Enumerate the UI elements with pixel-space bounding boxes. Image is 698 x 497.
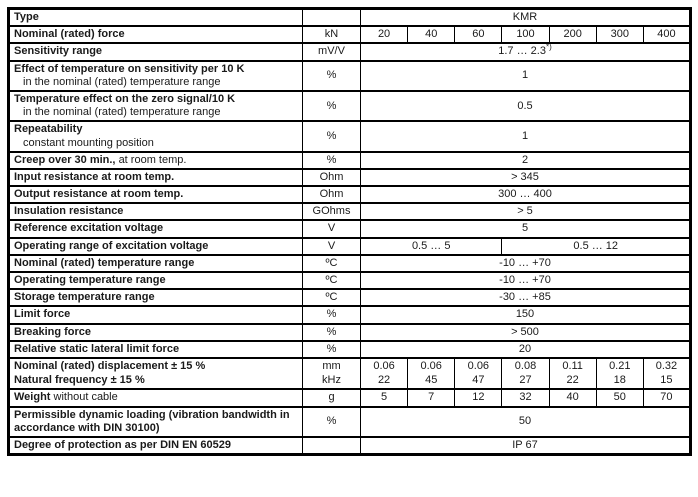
row-breaking-force [9, 324, 691, 341]
weight-value: 32 [502, 389, 549, 406]
lateral-limit-force-label: Relative static lateral limit force [9, 341, 303, 358]
dynamic-loading-value: 50 [361, 407, 691, 437]
displacement-frequency-unit [303, 358, 361, 390]
storage-temp-range-label: Storage temperature range [9, 289, 303, 306]
displacement-frequency-cell [361, 358, 408, 390]
input-resistance-label: Input resistance at room temp. [9, 169, 303, 186]
lateral-limit-force-value: 20 [361, 341, 691, 358]
insulation-resistance-value: > 5 [361, 203, 691, 220]
sensitivity-range-label: Sensitivity range [9, 43, 303, 60]
nominal-temp-range-value: -10 … +70 [361, 255, 691, 272]
repeatability-unit: % [303, 121, 361, 151]
row-excitation-range [9, 238, 691, 255]
creep-label [9, 152, 303, 169]
row-storage-temp-range [9, 289, 691, 306]
row-operating-temp-range [9, 272, 691, 289]
displacement-frequency-cell [455, 358, 502, 390]
type-unit-cell [303, 9, 361, 27]
displacement-frequency-cell [549, 358, 596, 390]
output-resistance-value: 300 … 400 [361, 186, 691, 203]
temp-effect-zero-unit: % [303, 91, 361, 121]
family-name: KMR [361, 9, 691, 27]
weight-value: 12 [455, 389, 502, 406]
row-displacement-frequency [9, 358, 691, 390]
weight-unit: g [303, 389, 361, 406]
sensitivity-range-value [361, 43, 691, 60]
protection-degree-label: Degree of protection as per DIN EN 60529 [9, 437, 303, 455]
label-bold: Creep over 30 min., [14, 153, 116, 166]
temp-effect-zero-label [9, 91, 303, 121]
nominal-force-label: Nominal (rated) force [9, 26, 303, 43]
row-creep [9, 152, 691, 169]
row-dynamic-loading [9, 407, 691, 437]
label-regular: at room temp. [118, 153, 187, 166]
reference-excitation-label: Reference excitation voltage [9, 220, 303, 237]
excitation-range-high-value: 0.5 … 12 [502, 238, 691, 255]
nominal-temp-range-label: Nominal (rated) temperature range [9, 255, 303, 272]
force-column-header: 40 [408, 26, 455, 43]
label-line1: Temperature effect on the zero signal/10 K [14, 92, 236, 105]
limit-force-value: 150 [361, 306, 691, 323]
storage-temp-range-value: -30 … +85 [361, 289, 691, 306]
row-insulation-resistance [9, 203, 691, 220]
weight-value: 70 [643, 389, 690, 406]
frequency-value: 15 [660, 373, 673, 386]
displacement-frequency-cell [596, 358, 643, 390]
displacement-frequency-cell [643, 358, 690, 390]
insulation-resistance-label: Insulation resistance [9, 203, 303, 220]
breaking-force-label: Breaking force [9, 324, 303, 341]
repeatability-label [9, 121, 303, 151]
row-type [9, 9, 691, 27]
weight-value: 40 [549, 389, 596, 406]
frequency-value: 47 [472, 373, 485, 386]
weight-value: 7 [408, 389, 455, 406]
frequency-unit: kHz [322, 373, 341, 386]
sensitivity-range-value-text: 1.7 … 2.3 [498, 45, 546, 58]
label-bold: Weight [14, 391, 51, 404]
row-input-resistance [9, 169, 691, 186]
displacement-label: Nominal (rated) displacement ± 15 % [14, 359, 206, 372]
creep-unit: % [303, 152, 361, 169]
row-sensitivity-range [9, 43, 691, 60]
input-resistance-unit: Ohm [303, 169, 361, 186]
force-column-header: 300 [596, 26, 643, 43]
output-resistance-label: Output resistance at room temp. [9, 186, 303, 203]
frequency-value: 22 [377, 373, 391, 386]
displacement-frequency-label [9, 358, 303, 390]
protection-degree-unit [303, 437, 361, 455]
force-column-header: 60 [455, 26, 502, 43]
displacement-unit: mm [322, 359, 341, 372]
breaking-force-unit: % [303, 324, 361, 341]
displacement-value: 0.08 [514, 359, 537, 372]
nominal-force-unit: kN [303, 26, 361, 43]
output-resistance-unit: Ohm [303, 186, 361, 203]
displacement-value: 0.06 [467, 359, 490, 372]
row-temp-effect-zero [9, 91, 691, 121]
protection-degree-value: IP 67 [361, 437, 691, 455]
temp-effect-zero-value: 0.5 [361, 91, 691, 121]
sensitivity-range-unit: mV/V [303, 43, 361, 60]
frequency-value: 45 [425, 373, 438, 386]
reference-excitation-unit: V [303, 220, 361, 237]
row-nominal-temp-range [9, 255, 691, 272]
row-weight [9, 389, 691, 406]
creep-value: 2 [361, 152, 691, 169]
displacement-value: 0.21 [609, 359, 631, 372]
spec-table [7, 7, 692, 456]
operating-temp-range-value: -10 … +70 [361, 272, 691, 289]
excitation-range-unit: V [303, 238, 361, 255]
limit-force-label: Limit force [9, 306, 303, 323]
repeatability-value: 1 [361, 121, 691, 151]
label-line1: Effect of temperature on sensitivity per 10 K [14, 62, 245, 75]
row-repeatability [9, 121, 691, 151]
row-temp-effect-sensitivity [9, 61, 691, 91]
operating-temp-range-unit: ºC [303, 272, 361, 289]
excitation-range-label: Operating range of excitation voltage [9, 238, 303, 255]
input-resistance-value: > 345 [361, 169, 691, 186]
label-regular: without cable [53, 391, 118, 404]
breaking-force-value: > 500 [361, 324, 691, 341]
frequency-value: 18 [613, 373, 626, 386]
displacement-frequency-cell [408, 358, 455, 390]
footnote-marker: *) [545, 43, 552, 52]
excitation-range-low-value: 0.5 … 5 [361, 238, 502, 255]
temp-effect-sensitivity-unit: % [303, 61, 361, 91]
displacement-value: 0.06 [373, 359, 395, 372]
label-line2: in the nominal (rated) temperature range [23, 106, 221, 119]
force-column-header: 200 [549, 26, 596, 43]
weight-value: 50 [596, 389, 643, 406]
dynamic-loading-unit: % [303, 407, 361, 437]
displacement-frequency-cell [502, 358, 549, 390]
weight-label [9, 389, 303, 406]
storage-temp-range-unit: ºC [303, 289, 361, 306]
reference-excitation-value: 5 [361, 220, 691, 237]
force-column-header: 100 [502, 26, 549, 43]
dynamic-loading-label: Permissible dynamic loading (vibration bandwidth in accordance with DIN 30100) [9, 407, 303, 437]
label-line1: Repeatability [14, 123, 83, 136]
lateral-limit-force-unit: % [303, 341, 361, 358]
displacement-value: 0.32 [655, 359, 678, 372]
limit-force-unit: % [303, 306, 361, 323]
row-nominal-force [9, 26, 691, 43]
row-lateral-limit-force [9, 341, 691, 358]
frequency-value: 27 [519, 373, 532, 386]
label-line2: in the nominal (rated) temperature range [23, 75, 221, 88]
temp-effect-sensitivity-label [9, 61, 303, 91]
displacement-value: 0.11 [562, 359, 583, 372]
row-limit-force [9, 306, 691, 323]
temp-effect-sensitivity-value: 1 [361, 61, 691, 91]
weight-value: 5 [361, 389, 408, 406]
force-column-header: 400 [643, 26, 690, 43]
force-column-header: 20 [361, 26, 408, 43]
row-output-resistance [9, 186, 691, 203]
nominal-temp-range-unit: ºC [303, 255, 361, 272]
row-protection-degree [9, 437, 691, 455]
frequency-label: Natural frequency ± 15 % [14, 373, 145, 386]
row-reference-excitation [9, 220, 691, 237]
frequency-value: 22 [566, 373, 579, 386]
type-label: Type [9, 9, 303, 27]
insulation-resistance-unit: GOhms [303, 203, 361, 220]
displacement-value: 0.06 [420, 359, 442, 372]
operating-temp-range-label: Operating temperature range [9, 272, 303, 289]
label-line2: constant mounting position [23, 136, 154, 149]
